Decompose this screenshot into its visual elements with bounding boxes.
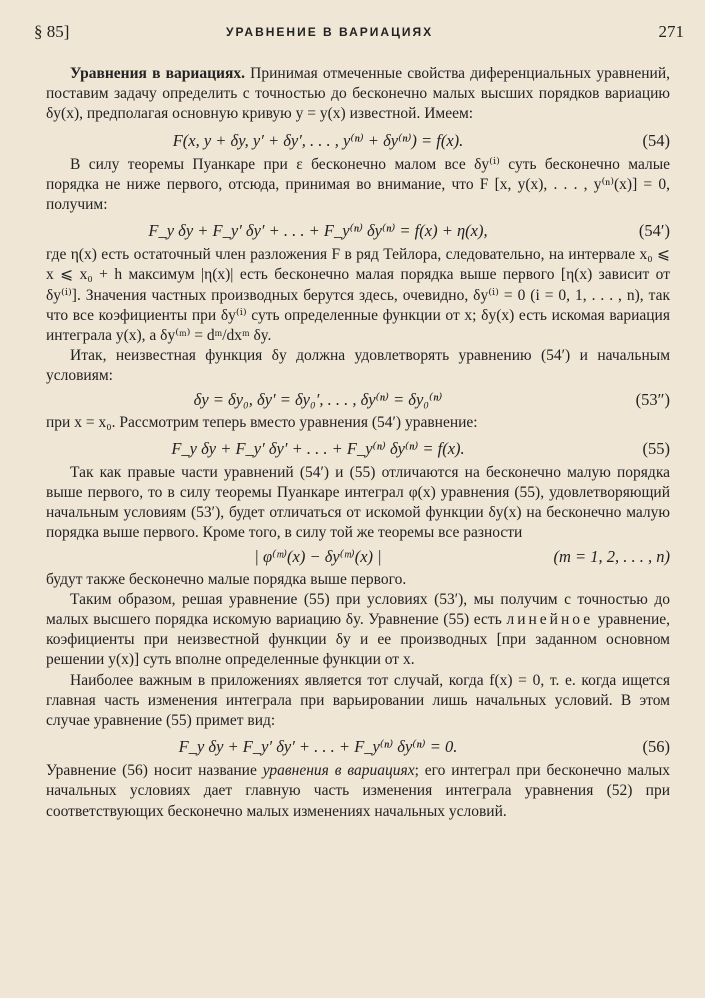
paragraph-variation-equation — [46, 761, 670, 822]
paragraph-linear — [46, 590, 670, 671]
paragraph-also-small: будут также бесконечно малые порядка выше первого. — [46, 570, 407, 588]
running-header — [34, 20, 684, 44]
emphasis-linear: линейное — [506, 611, 594, 629]
emphasis-term: уравнения в вариациях — [262, 762, 415, 780]
paragraph-text: Принимая отмеченные свойства диференциальных уравнений, поставим задачу определить с точностью до бесконечно малых высших порядков вариацию δy(x), предполагая основную кривую y = y(x) известной. Имеем: — [46, 65, 670, 123]
equation-55 — [46, 433, 670, 463]
equation-formula: F_y δy + F_y′ δy′ + . . . + F_y⁽ⁿ⁾ δy⁽ⁿ⁾ = 0. — [178, 737, 458, 757]
equation-54-prime — [46, 215, 670, 245]
page-body — [46, 64, 670, 822]
page-number: 271 — [658, 22, 684, 41]
page — [34, 0, 684, 998]
equation-differences — [46, 544, 670, 570]
equation-number: (55) — [642, 438, 670, 458]
section-number: § 85] — [34, 22, 70, 41]
paragraph-right-sides: Так как правые части уравнений (54′) и (55) отличаются на бесконечно малую порядка выше первого, то в силу теоремы Пуанкаре интеграл φ(x) уравнения (55), удовлетворяющий начальным условиям (53′), будет отличаться от искомой функции δy(x) на бесконечно малую порядка выше первого. Кроме того, в силу той же теоремы все разности — [46, 463, 670, 542]
equation-54 — [46, 125, 670, 155]
equation-56 — [46, 731, 670, 761]
running-title: УРАВНЕНИЕ В ВАРИАЦИЯХ — [226, 25, 434, 39]
equation-formula: F_y δy + F_y′ δy′ + . . . + F_y⁽ⁿ⁾ δy⁽ⁿ⁾ = f(x). — [171, 438, 465, 458]
paragraph-important-case: Наиболее важным в приложениях является тот случай, когда f(x) = 0, т. е. когда ищется главная часть изменения интеграла при варьировании лишь начальных условий. В этом случае уравнение (55) примет вид: — [46, 671, 670, 730]
equation-condition: (m = 1, 2, . . . , n) — [553, 546, 670, 566]
equation-number: (53″) — [635, 389, 670, 409]
paragraph-intro — [46, 64, 670, 125]
paragraph-conditions: Итак, неизвестная функция δy должна удовлетворять уравнению (54′) и начальным условиям: — [46, 347, 670, 385]
paragraph-text: уравнение, коэфициенты при неизвестной функции δy и ее производных [при заданном основном решении y(x)] суть вполне определенные функции от x. — [46, 611, 670, 669]
paragraph-text: Таким образом, решая уравнение (55) при условиях (53′), мы получим с точностью до малых высшего порядка искомую вариацию δy. Уравнение (55) есть — [46, 590, 670, 629]
equation-number: (54′) — [638, 221, 670, 241]
equation-formula: F(x, y + δy, y′ + δy′, . . . , y⁽ⁿ⁾ + δy⁽ⁿ⁾) = f(x). — [172, 130, 464, 150]
equation-formula: | φ⁽ᵐ⁾(x) − δy⁽ᵐ⁾(x) | — [254, 546, 382, 566]
equation-number: (54) — [642, 130, 670, 150]
paragraph-poincare: В силу теоремы Пуанкаре при ε бесконечно малом все δy⁽ⁱ⁾ суть бесконечно малые порядка не ниже первого, отсюда, принимая во внимание, что F [x, y(x), . . . , y⁽ⁿ⁾(x)] = 0, получим: — [46, 155, 670, 214]
paragraph-text: ; его интеграл при бесконечно малых начальных условиях дает главную часть изменения интеграла уравнения (52) при соответствующих бесконечно малых изменениях начальных условий. — [46, 762, 670, 820]
equation-53 — [46, 387, 670, 413]
equation-number: (56) — [642, 737, 670, 757]
section-heading: Уравнения в вариациях. — [70, 65, 245, 82]
paragraph-text: Уравнение (56) носит название — [46, 762, 263, 780]
paragraph-remainder: где η(x) есть остаточный член разложения F в ряд Тейлора, следовательно, на интервале x₀ ⩽ x ⩽ x₀ + h максимум |η(x)| есть бесконечно малая порядка выше первого [η(x) зависит от δy⁽ⁱ⁾]. Значения частных производных берутся здесь, очевидно, δy⁽ⁱ⁾ = 0 (i = 0, 1, . . . , n), так что все коэфициенты при δy⁽ⁱ⁾ суть определенные функции от x; δy(x) есть искомая вариация интеграла y(x), а δy⁽ᵐ⁾ = dᵐ/dxᵐ δy. — [46, 246, 670, 345]
equation-formula: δy = δy₀, δy′ = δy₀′, . . . , δy⁽ⁿ⁾ = δy₀⁽ⁿ⁾ — [193, 389, 443, 409]
equation-formula: F_y δy + F_y′ δy′ + . . . + F_y⁽ⁿ⁾ δy⁽ⁿ⁾ = f(x) + η(x), — [148, 221, 488, 241]
paragraph-consider: при x = x₀. Рассмотрим теперь вместо уравнения (54′) уравнение: — [46, 413, 478, 431]
